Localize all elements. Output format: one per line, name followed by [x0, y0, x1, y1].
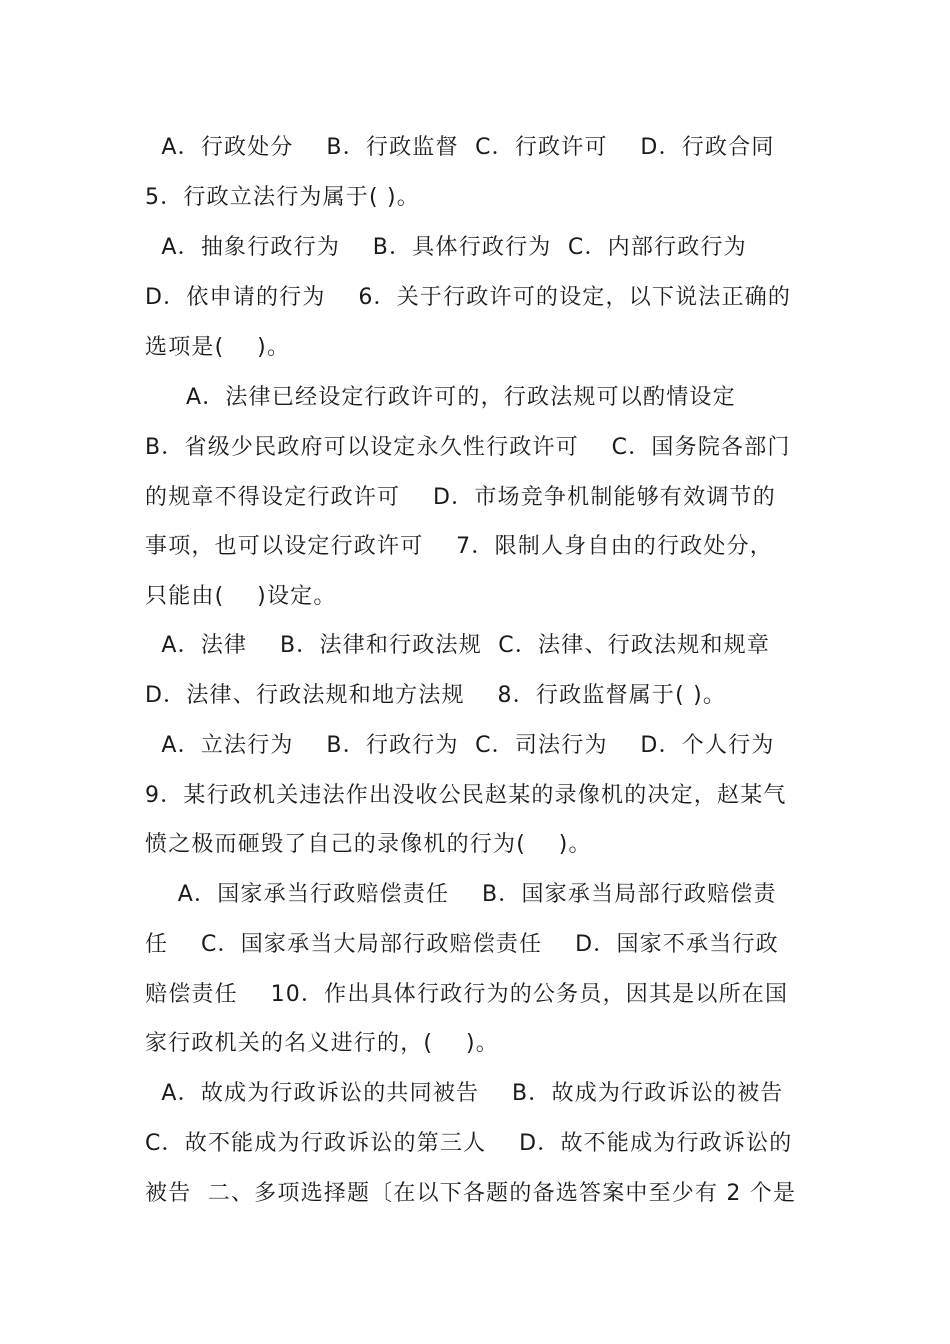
text-line: 5．行政立法行为属于( )。 [145, 185, 420, 210]
text-line: C．故不能成为行政诉讼的第三人 D．故不能成为行政诉讼的 [145, 1131, 793, 1156]
text-line: A．法律 B．法律和行政法规 C．法律、行政法规和规章 [145, 633, 771, 658]
text-line: A．国家承当行政赔偿责任 B．国家承当局部行政赔偿责 [145, 882, 777, 907]
text-line: 赔偿责任 10．作出具体行政行为的公务员，因其是以所在国 [145, 982, 789, 1007]
text-line: D．法律、行政法规和地方法规 8．行政监督属于( )。 [145, 683, 727, 708]
text-line: 被告 二、多项选择题〔在以下各题的备选答案中至少有 2 个是 [145, 1181, 797, 1206]
text-line: 只能由( )设定。 [145, 584, 337, 609]
text-line: D．依申请的行为 6．关于行政许可的设定，以下说法正确的 [145, 285, 792, 310]
text-line: A．立法行为 B．行政行为 C．司法行为 D．个人行为 [145, 733, 775, 758]
text-line: 事项，也可以设定行政许可 7．限制人身自由的行政处分， [145, 534, 773, 559]
text-line: A．抽象行政行为 B．具体行政行为 C．内部行政行为 [145, 235, 747, 260]
text-line: 的规章不得设定行政许可 D．市场竞争机制能够有效调节的 [145, 485, 776, 510]
text-line: B．省级少民政府可以设定永久性行政许可 C．国务院各部门 [145, 435, 791, 460]
text-line: A．行政处分 B．行政监督 C．行政许可 D．行政合同 [145, 135, 775, 160]
text-line: 9．某行政机关违法作出没收公民赵某的录像机的决定，赵某气 [145, 783, 787, 808]
text-line: A．法律已经设定行政许可的，行政法规可以酌情设定 [145, 385, 736, 410]
text-line: A．故成为行政诉讼的共同被告 B．故成为行政诉讼的被告 [145, 1081, 784, 1106]
text-line: 家行政机关的名义进行的，( )。 [145, 1031, 499, 1056]
text-line: 任 C．国家承当大局部行政赔偿责任 D．国家不承当行政 [145, 932, 779, 957]
text-line: 愤之极而砸毁了自己的录像机的行为( )。 [145, 832, 592, 857]
text-line: 选项是( )。 [145, 335, 291, 360]
